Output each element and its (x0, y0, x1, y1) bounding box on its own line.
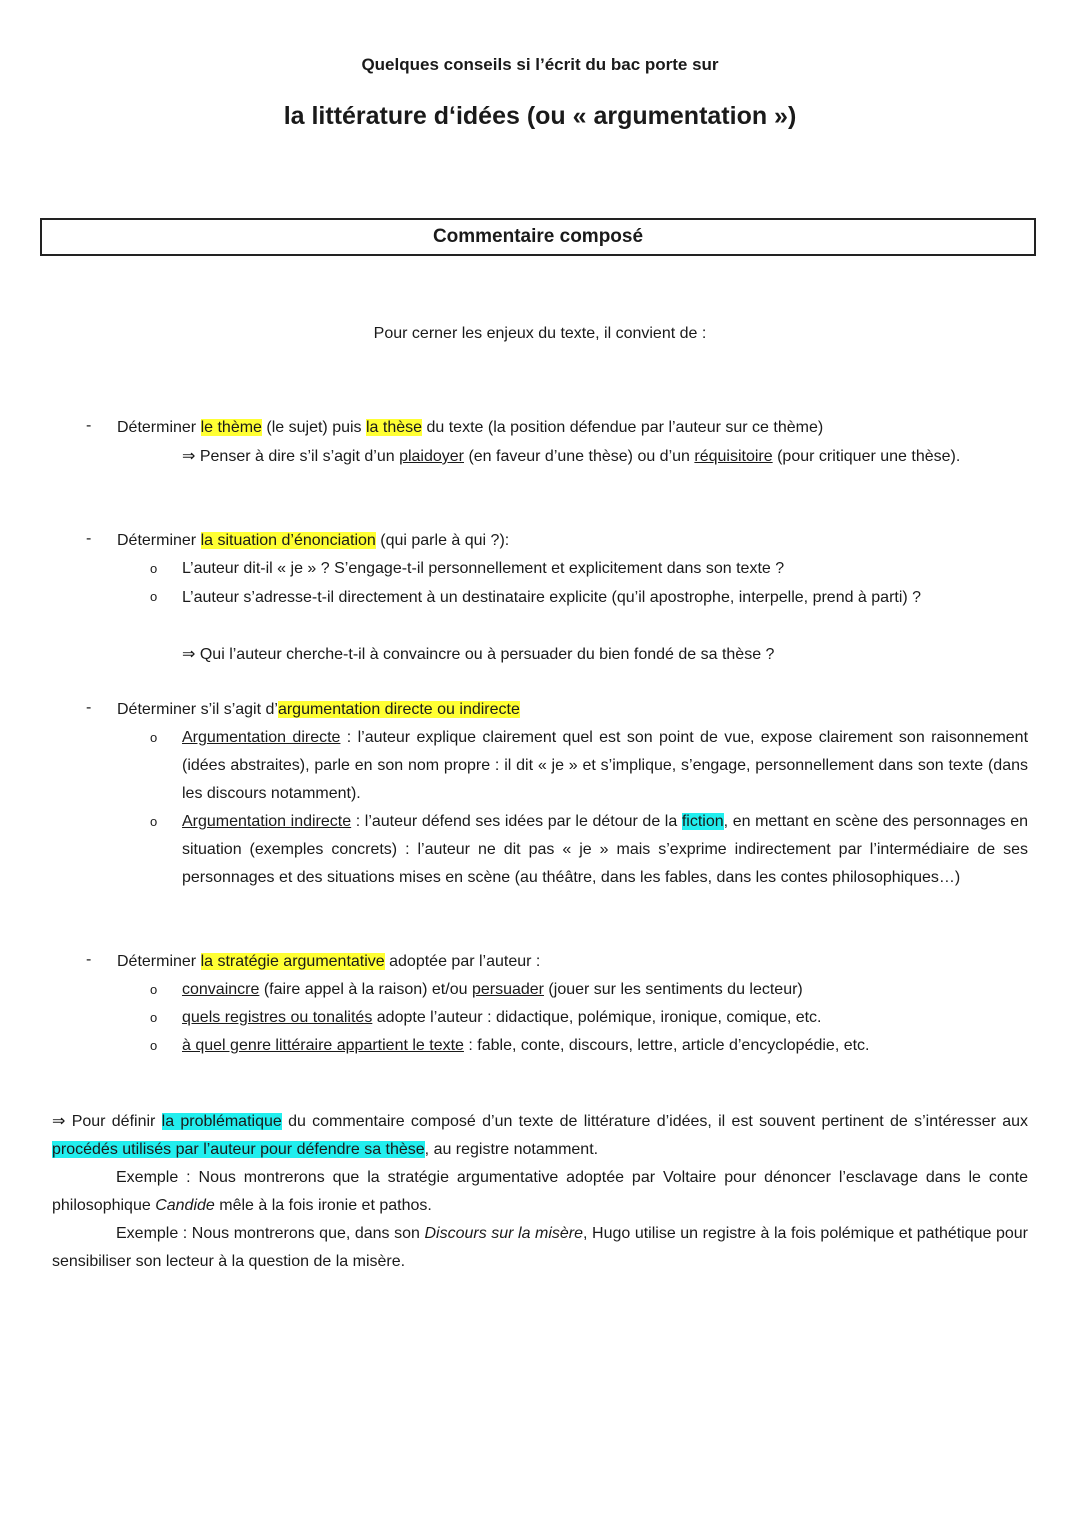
text: Déterminer (117, 419, 201, 436)
term-genre: à quel genre littéraire appartient le texte (182, 1037, 464, 1054)
bullet-destinataire: L’auteur s’adresse-t-il directement à un destinataire explicite (qu’il apostrophe, interpelle, prend à parti) ? (182, 589, 922, 606)
document-subtitle: Quelques conseils si l’écrit du bac porte sur (361, 55, 719, 74)
bullet-registres (182, 1007, 822, 1029)
bullet-je: L’auteur dit-il « je » ? S’engage-t-il personnellement et explicitement dans son texte ? (182, 560, 785, 577)
item-enonciation (117, 530, 509, 552)
term-argumentation-directe: Argumentation directe (182, 729, 341, 746)
term-registres: quels registres ou tonalités (182, 1009, 373, 1026)
item-plaidoyer-note (182, 443, 1028, 471)
bullet-icon: o (150, 982, 158, 997)
bullet-icon: o (150, 561, 158, 576)
highlight-problematique: la problématique (161, 1113, 282, 1130)
text: : fable, conte, discours, lettre, article d’encyclopédie, etc. (463, 1037, 870, 1054)
text: Déterminer (117, 953, 201, 970)
item-argumentation-type (117, 699, 520, 721)
text: Qui l’auteur cherche-t-il à convaincre ou à persuader du bien fondé de sa thèse ? (195, 646, 775, 663)
term-persuader: persuader (471, 981, 544, 998)
text: adopte l’auteur : didactique, polémique, ironique, comique, etc. (372, 1009, 822, 1026)
text: du commentaire composé d’un texte de littérature d’idées, il est souvent pertinent de s’intéresser aux (281, 1113, 1028, 1130)
text: , Hugo utilise un registre à la fois polémique et pathétique pour sensibiliser son lecteur à la question de la misère. (52, 1225, 1029, 1270)
text: (en faveur d’une thèse) ou d’un (464, 448, 695, 465)
text: Exemple : Nous montrerons que, dans son (116, 1225, 425, 1242)
term-argumentation-indirecte: Argumentation indirecte (182, 813, 352, 830)
document-title: la littérature d‘idées (ou « argumentation ») (283, 102, 797, 130)
bullet-icon: o (150, 730, 158, 745)
highlight-fiction: fiction (681, 813, 724, 830)
list-dash: - (86, 417, 92, 434)
text: du texte (la position défendue par l’auteur sur ce thème) (422, 419, 824, 436)
text: Penser à dire s’il s’agit d’un (195, 448, 400, 465)
section-box-title: Commentaire composé (40, 218, 1036, 256)
bullet-icon: o (150, 589, 158, 604)
text: Déterminer (117, 532, 201, 549)
list-dash: - (86, 530, 92, 547)
bullet-argumentation-indirecte (182, 808, 1028, 892)
intro-text: Pour cerner les enjeux du texte, il convient de : (373, 325, 707, 342)
arrow-icon: ⇒ (52, 1113, 66, 1130)
highlight-theme: le thème (200, 419, 262, 436)
problematique-paragraph (52, 1108, 1028, 1164)
bullet-genre (182, 1035, 870, 1057)
list-dash: - (86, 699, 92, 716)
highlight-procedes: procédés utilisés par l’auteur pour défendre sa thèse (52, 1141, 425, 1158)
text: Déterminer s’il s’agit d’ (117, 701, 278, 718)
text: , au registre notamment. (424, 1141, 599, 1158)
text: : l’auteur défend ses idées par le détour de la (351, 813, 682, 830)
arrow-note-convaincre (182, 644, 774, 666)
text: (pour critiquer une thèse). (772, 448, 961, 465)
bullet-icon: o (150, 814, 158, 829)
text: mêle à la fois ironie et pathos. (214, 1197, 432, 1214)
example-voltaire (52, 1164, 1028, 1220)
highlight-argumentation: argumentation directe ou indirecte (277, 701, 520, 718)
text: (jouer sur les sentiments du lecteur) (543, 981, 803, 998)
bullet-icon: o (150, 1010, 158, 1025)
highlight-these: la thèse (366, 419, 423, 436)
arrow-icon: ⇒ (182, 646, 196, 663)
arrow-icon: ⇒ (182, 448, 196, 465)
text: : l’auteur explique clairement quel est son point de vue, expose clairement son raisonnement (idées abstraites), parle en son nom propre : il dit « je » et s’implique, s’engage, personnellement dans son texte (dans les discours notamment). (182, 729, 1029, 802)
list-dash: - (86, 951, 92, 968)
item-strategie (117, 951, 540, 973)
highlight-strategie: la stratégie argumentative (200, 953, 385, 970)
bullet-convaincre (182, 979, 803, 1001)
title-candide: Candide (155, 1197, 215, 1214)
text: (le sujet) puis (261, 419, 366, 436)
highlight-enonciation: la situation d’énonciation (200, 532, 376, 549)
item-theme-these (117, 417, 823, 439)
text: Pour définir (65, 1113, 162, 1130)
text: (faire appel à la raison) et/ou (259, 981, 472, 998)
term-requisitoire: réquisitoire (694, 448, 773, 465)
bullet-icon: o (150, 1038, 158, 1053)
title-discours-misere: Discours sur la misère (424, 1225, 584, 1242)
text: Exemple : Nous montrerons que la stratégie argumentative adoptée par Voltaire pour dénoncer l’esclavage dans le conte philosophique (52, 1169, 1028, 1214)
term-convaincre: convaincre (182, 981, 260, 998)
text: (qui parle à qui ?): (375, 532, 510, 549)
text: adoptée par l’auteur : (384, 953, 541, 970)
term-plaidoyer: plaidoyer (399, 448, 464, 465)
bullet-argumentation-directe (182, 724, 1028, 808)
example-hugo (52, 1220, 1028, 1276)
text: , en mettant en scène des personnages en situation (exemples concrets) : l’auteur ne dit pas « je » mais s’exprime indirectement par l’intermédiaire de ses personnages et des situations mises en scène (au théâtre, dans les fables, dans les contes philosophiques…) (182, 813, 1029, 886)
